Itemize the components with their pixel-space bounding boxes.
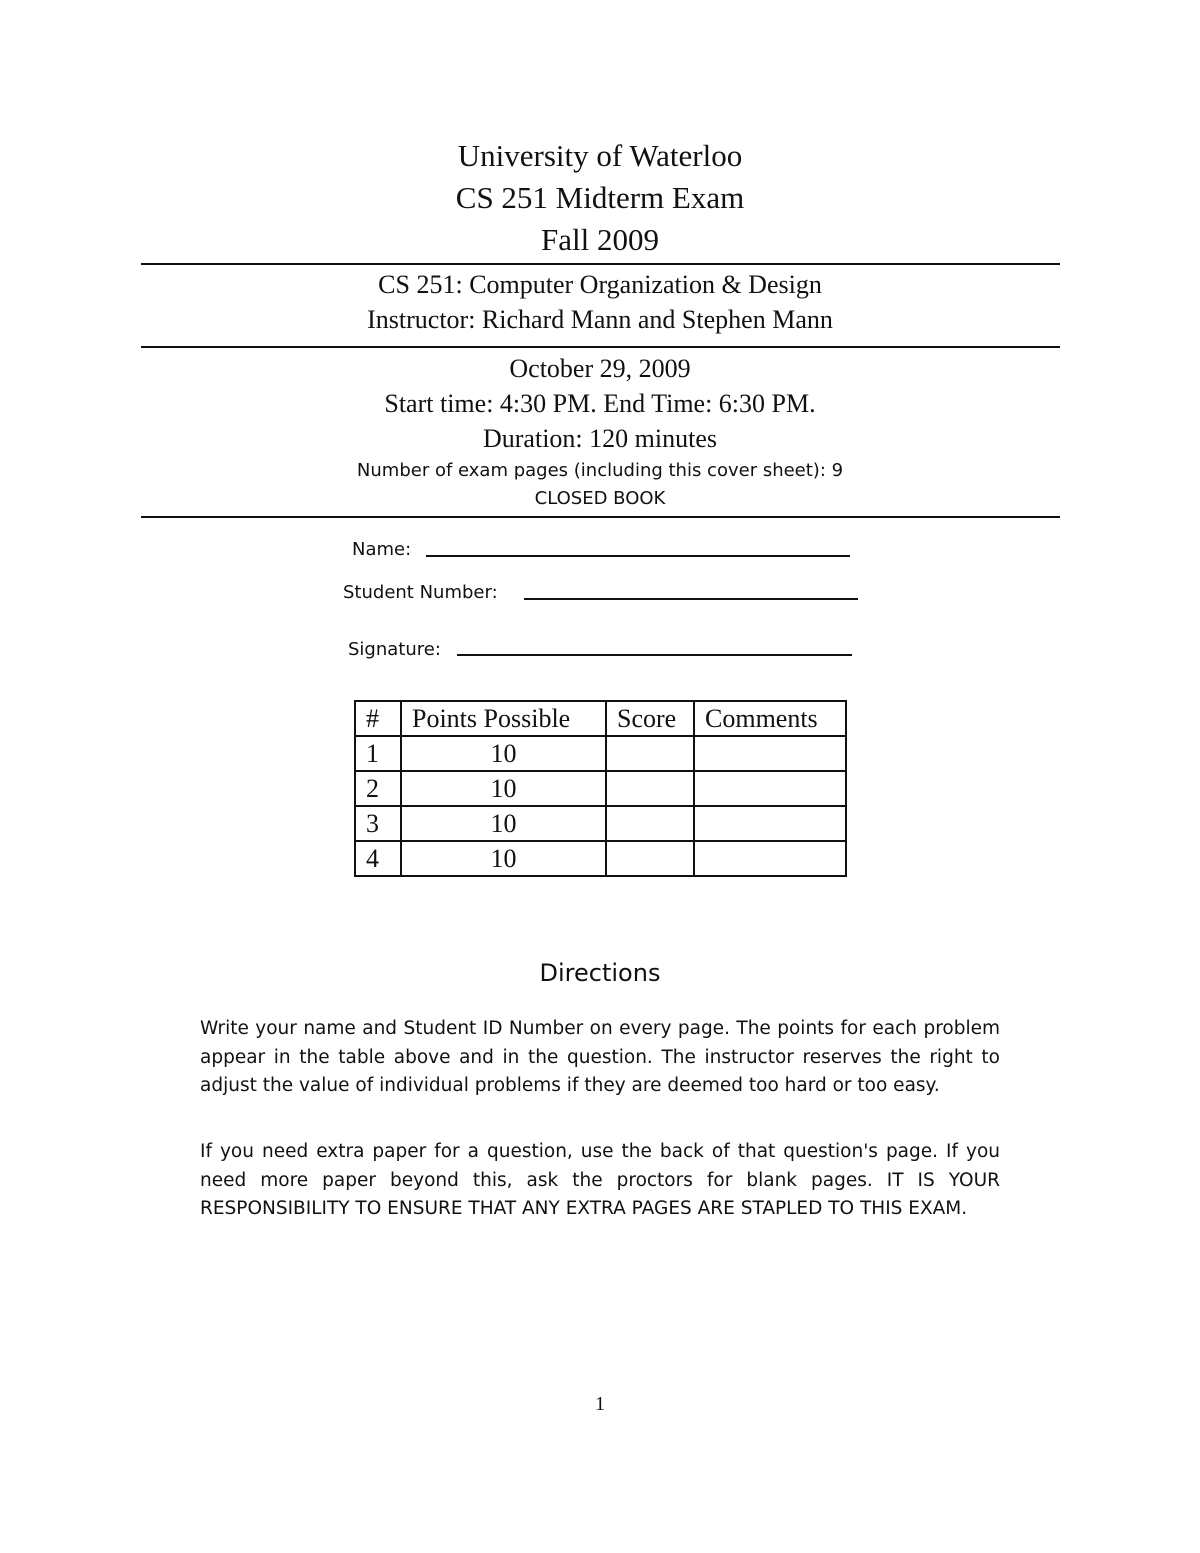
row-number: 2 — [355, 771, 401, 806]
directions-heading: Directions — [539, 959, 661, 987]
divider-bottom — [141, 516, 1060, 518]
table-row — [355, 806, 846, 841]
instructor-line: Instructor: Richard Mann and Stephen Mann — [367, 305, 833, 334]
course-title: CS 251: Computer Organization & Design — [378, 270, 822, 299]
comments-cell[interactable] — [694, 806, 846, 841]
university-title: University of Waterloo — [457, 138, 743, 173]
row-number: 1 — [355, 736, 401, 771]
signature-field[interactable] — [457, 654, 852, 656]
header-comments: Comments — [694, 701, 846, 736]
exam-term: Fall 2009 — [541, 222, 659, 257]
score-cell[interactable] — [606, 771, 694, 806]
exam-date: October 29, 2009 — [509, 354, 691, 383]
score-cell[interactable] — [606, 841, 694, 876]
student-number-field[interactable] — [524, 598, 858, 600]
closed-book-notice: CLOSED BOOK — [534, 488, 666, 509]
row-number: 3 — [355, 806, 401, 841]
comments-cell[interactable] — [694, 736, 846, 771]
directions-paragraph-2: If you need extra paper for a question, use the back of that question's page. If you need more paper beyond this, ask the proctors for blank pages. IT IS YOUR RESPONSIBILITY TO ENSURE THAT ANY EXTRA PAGES ARE STAPLED TO THIS EXAM. — [200, 1141, 1000, 1219]
points-possible-cell: 10 — [401, 736, 606, 771]
header-points-possible: Points Possible — [401, 701, 606, 736]
score-cell[interactable] — [606, 736, 694, 771]
points-possible-cell: 10 — [401, 771, 606, 806]
points-possible-cell: 10 — [401, 806, 606, 841]
comments-cell[interactable] — [694, 771, 846, 806]
exam-times: Start time: 4:30 PM. End Time: 6:30 PM. — [384, 389, 816, 418]
header-score: Score — [606, 701, 694, 736]
points-possible-cell: 10 — [401, 841, 606, 876]
signature-label: Signature: — [348, 639, 441, 660]
divider-middle — [141, 346, 1060, 348]
exam-page-count: Number of exam pages (including this cover sheet): 9 — [356, 460, 844, 481]
student-number-label: Student Number: — [343, 582, 498, 603]
exam-title: CS 251 Midterm Exam — [455, 180, 745, 215]
name-label: Name: — [352, 539, 412, 560]
score-table-header-row — [355, 701, 846, 736]
score-cell[interactable] — [606, 806, 694, 841]
table-row — [355, 771, 846, 806]
name-field[interactable] — [426, 555, 850, 557]
header-number: # — [355, 701, 401, 736]
row-number: 4 — [355, 841, 401, 876]
comments-cell[interactable] — [694, 841, 846, 876]
directions-paragraph-1: Write your name and Student ID Number on every page. The points for each problem appear in the table above and in the question. The instructor reserves the right to adjust the value of individual problems if they are deemed too hard or too easy. — [200, 1018, 1000, 1096]
table-row — [355, 736, 846, 771]
divider-top — [141, 263, 1060, 265]
table-row — [355, 841, 846, 876]
page-number: 1 — [595, 1393, 605, 1415]
score-table — [354, 700, 847, 877]
exam-duration: Duration: 120 minutes — [483, 424, 717, 453]
